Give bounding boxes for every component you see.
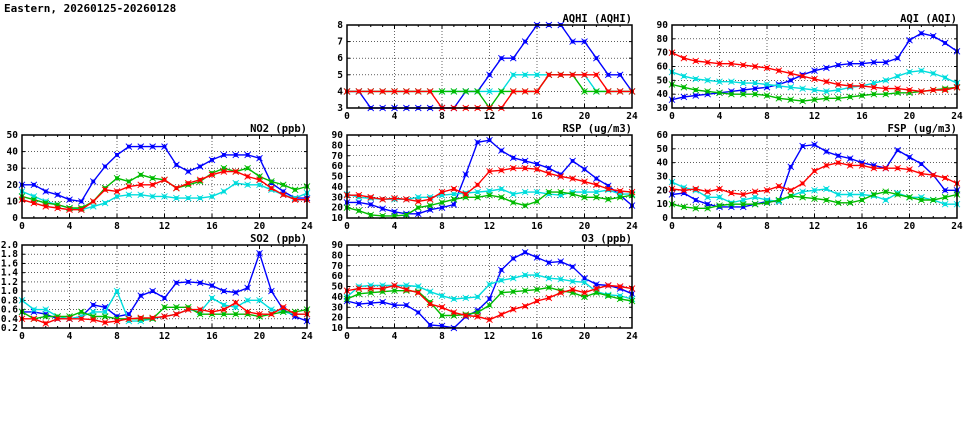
chart-o3 [325,232,642,344]
svg-text:0.4: 0.4 [0,313,18,325]
svg-text:4: 4 [716,111,723,122]
svg-text:4: 4 [391,221,398,232]
rsp-title: RSP (ug/m3) [562,123,632,135]
no2-plot-svg [0,122,317,234]
svg-text:24: 24 [626,331,638,342]
svg-text:80: 80 [331,140,343,152]
svg-text:90: 90 [331,240,343,251]
svg-text:10: 10 [656,199,668,211]
svg-text:50: 50 [331,171,343,183]
svg-text:8: 8 [764,221,770,232]
svg-text:4: 4 [391,111,398,122]
svg-text:20: 20 [903,221,916,232]
svg-text:0: 0 [344,331,350,342]
svg-text:20: 20 [578,111,591,122]
svg-text:12: 12 [158,221,171,232]
svg-text:40: 40 [6,146,18,158]
svg-text:12: 12 [808,111,821,122]
rsp-grid [347,135,632,218]
svg-text:50: 50 [656,143,668,155]
svg-text:16: 16 [531,221,543,232]
svg-text:5: 5 [337,69,343,81]
aqhi-title: AQHI (AQHI) [562,13,632,25]
so2-series-red [19,300,310,327]
svg-text:12: 12 [483,221,496,232]
svg-text:16: 16 [206,221,218,232]
svg-text:70: 70 [331,150,343,162]
svg-text:0: 0 [669,111,675,122]
chart-so2 [0,232,317,344]
svg-text:6: 6 [337,53,343,65]
svg-text:8: 8 [114,221,120,232]
svg-text:70: 70 [656,47,668,59]
svg-text:8: 8 [114,331,120,342]
no2-tick-labels [7,130,313,232]
svg-text:20: 20 [903,111,916,122]
svg-text:7: 7 [337,36,343,48]
svg-text:50: 50 [6,130,18,141]
svg-text:1.8: 1.8 [0,249,18,261]
svg-text:20: 20 [578,331,591,342]
so2-plot-svg [0,232,317,344]
svg-text:4: 4 [66,221,73,232]
svg-text:2.0: 2.0 [0,240,18,251]
svg-text:4: 4 [337,86,343,98]
svg-text:30: 30 [6,163,18,175]
svg-text:70: 70 [331,260,343,272]
svg-text:12: 12 [158,331,171,342]
svg-text:60: 60 [331,271,343,283]
svg-text:8: 8 [439,221,445,232]
svg-text:0.6: 0.6 [0,304,18,316]
svg-text:90: 90 [656,20,668,31]
svg-text:0: 0 [19,221,25,232]
svg-text:20: 20 [656,185,668,197]
svg-text:0: 0 [662,213,668,224]
svg-text:8: 8 [337,20,343,31]
svg-text:0: 0 [669,221,675,232]
svg-text:30: 30 [331,192,343,204]
svg-text:12: 12 [483,331,496,342]
aqhi-plot-svg [325,12,642,124]
svg-text:20: 20 [253,331,266,342]
so2-tick-labels [1,240,313,342]
chart-no2 [0,122,317,234]
svg-text:0: 0 [12,213,18,224]
svg-text:1.4: 1.4 [0,267,18,279]
svg-text:24: 24 [951,111,963,122]
so2-title: SO2 (ppb) [250,233,307,245]
svg-text:40: 40 [331,291,343,303]
svg-text:10: 10 [331,213,343,224]
svg-text:20: 20 [331,202,343,214]
svg-text:40: 40 [656,89,668,101]
svg-text:40: 40 [656,157,668,169]
svg-text:16: 16 [856,111,868,122]
svg-text:20: 20 [253,221,266,232]
page-title: Eastern, 20260125-20260128 [4,2,177,15]
svg-text:1.2: 1.2 [0,276,18,288]
svg-text:8: 8 [764,111,770,122]
svg-text:8: 8 [439,331,445,342]
svg-text:20: 20 [578,221,591,232]
svg-text:0.2: 0.2 [0,323,18,334]
svg-text:0: 0 [344,111,350,122]
svg-text:0: 0 [344,221,350,232]
svg-text:16: 16 [531,111,543,122]
o3-plot-svg [325,232,642,344]
svg-text:24: 24 [951,221,963,232]
svg-text:1.0: 1.0 [0,286,18,298]
svg-text:0.8: 0.8 [0,295,18,307]
svg-text:30: 30 [656,103,668,114]
svg-text:4: 4 [716,221,723,232]
no2-title: NO2 (ppb) [250,123,307,135]
rsp-plot-svg [325,122,642,234]
fsp-plot-svg [650,122,967,234]
svg-text:12: 12 [808,221,821,232]
svg-text:4: 4 [66,331,73,342]
svg-text:10: 10 [6,196,18,208]
svg-text:3: 3 [337,103,343,114]
svg-text:40: 40 [331,181,343,193]
svg-text:50: 50 [331,281,343,293]
svg-text:60: 60 [331,161,343,173]
svg-text:20: 20 [6,179,18,191]
chart-rsp [325,122,642,234]
svg-text:16: 16 [206,331,218,342]
svg-text:24: 24 [626,111,638,122]
aqi-series-green [669,81,960,104]
svg-text:24: 24 [301,221,313,232]
svg-text:80: 80 [331,250,343,262]
chart-aqhi [325,12,642,124]
svg-text:24: 24 [626,221,638,232]
chart-aqi [650,12,967,124]
svg-text:4: 4 [391,331,398,342]
svg-text:60: 60 [656,130,668,141]
aqi-plot-svg [650,12,967,124]
chart-fsp [650,122,967,234]
svg-text:1.6: 1.6 [0,258,18,270]
svg-text:50: 50 [656,75,668,87]
svg-text:60: 60 [656,61,668,73]
svg-text:80: 80 [656,33,668,45]
svg-text:90: 90 [331,130,343,141]
svg-text:10: 10 [331,323,343,334]
svg-text:8: 8 [439,111,445,122]
svg-text:30: 30 [656,171,668,183]
svg-text:16: 16 [531,331,543,342]
fsp-title: FSP (ug/m3) [887,123,957,135]
svg-text:24: 24 [301,331,313,342]
svg-text:12: 12 [483,111,496,122]
aqi-title: AQI (AQI) [900,13,957,25]
o3-title: O3 (ppb) [581,233,632,245]
svg-text:0: 0 [19,331,25,342]
aqhi-grid [347,25,632,108]
svg-text:30: 30 [331,302,343,314]
svg-text:20: 20 [331,312,343,324]
svg-text:16: 16 [856,221,868,232]
